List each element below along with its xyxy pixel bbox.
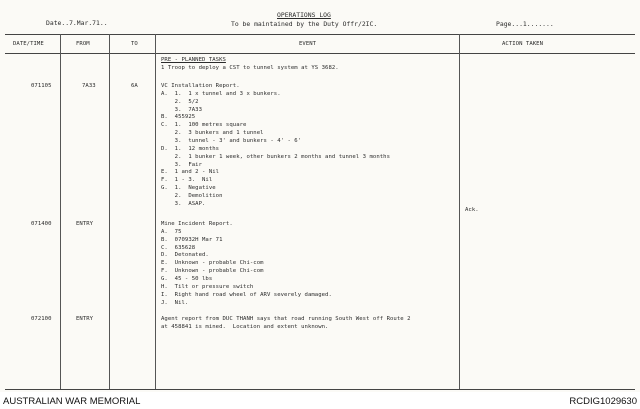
event-line: VC Installation Report.	[161, 83, 240, 89]
col-divider-datetime	[60, 34, 61, 389]
col-header-datetime: DATE/TIME	[13, 41, 44, 47]
entry-from: ENTRY	[76, 316, 94, 322]
event-line: I. Right hand road wheel of ARV severely damaged.	[161, 291, 332, 298]
col-divider-from	[109, 34, 110, 389]
col-header-to: TO	[131, 41, 138, 47]
table-bottom-rule	[5, 389, 635, 390]
log-subtitle: To be maintained by the Duty Offr/2IC.	[231, 20, 378, 28]
event-line: 3. ASAP.	[161, 200, 206, 207]
event-line: E. Unknown - probable Chi-com	[161, 260, 264, 267]
entry-action: Ack.	[465, 207, 479, 213]
event-line: Agent report from DUC THANH says that road running South West off Route 2	[161, 316, 411, 322]
event-line: J. Nil.	[161, 299, 189, 306]
event-line: 2. 1 bunker 1 week, other bunkers 2 months and tunnel 3 months	[161, 153, 390, 160]
event-line: 3. Fair	[161, 161, 203, 168]
entry-to: 6A	[131, 83, 138, 89]
col-divider-to	[155, 34, 156, 389]
entry-time: 071400	[31, 221, 52, 227]
event-line: 2. Demolition	[161, 192, 223, 199]
date-label: Date..7.Mar.71..	[46, 19, 108, 27]
entry-time: 072100	[31, 316, 52, 322]
event-line: 2. 3 bunkers and 1 tunnel	[161, 130, 264, 137]
entry-time: 071105	[31, 83, 52, 89]
event-line: 3. tunnel - 3' and bunkers - 4' - 6'	[161, 137, 302, 144]
event-line: H. Tilt or pressure switch	[161, 283, 254, 290]
event-line: D. 1. 12 months	[161, 145, 220, 152]
table-top-rule	[5, 34, 635, 35]
page-label: Page...1.......	[496, 20, 554, 28]
event-line: B. 070932H Mar 71	[161, 236, 223, 243]
event-line: G. 45 - 50 lbs	[161, 275, 213, 282]
event-line: 2. 5/2	[161, 98, 199, 105]
col-header-from: FROM	[76, 41, 90, 47]
event-line: A. 75	[161, 228, 182, 235]
event-line: at 458841 is mined. Location and extent unknown.	[161, 323, 329, 330]
col-header-event: EVENT	[299, 41, 317, 47]
event-line: D. Detonated.	[161, 252, 209, 259]
event-line: G. 1. Negative	[161, 185, 216, 192]
entry-from: 7A33	[82, 83, 96, 89]
col-divider-event	[459, 34, 460, 389]
entry-from: ENTRY	[76, 221, 94, 227]
event-line: Mine Incident Report.	[161, 221, 233, 227]
event-line: C. 635628	[161, 244, 196, 251]
event-line: A. 1. 1 x tunnel and 3 x bunkers.	[161, 90, 281, 97]
archive-reference: RCDIG1029630	[569, 396, 637, 407]
log-title: OPERATIONS LOG	[277, 11, 331, 19]
header-bottom-rule	[5, 53, 635, 54]
preface-line: PRE - PLANNED TASKS	[161, 57, 226, 63]
preface-line: 1 Troop to deploy a CST to tunnel system at YS 3682.	[161, 65, 339, 71]
event-line: F. 1 - 3. Nil	[161, 177, 213, 184]
col-header-action: ACTION TAKEN	[502, 41, 544, 47]
event-line: C. 1. 100 metres square	[161, 122, 247, 129]
archive-credit: AUSTRALIAN WAR MEMORIAL	[3, 396, 141, 407]
event-line: E. 1 and 2 - Nil	[161, 169, 220, 176]
event-line: 3. 7A33	[161, 106, 203, 113]
event-line: F. Unknown - probable Chi-com	[161, 268, 264, 275]
event-line: B. 455925	[161, 114, 196, 121]
